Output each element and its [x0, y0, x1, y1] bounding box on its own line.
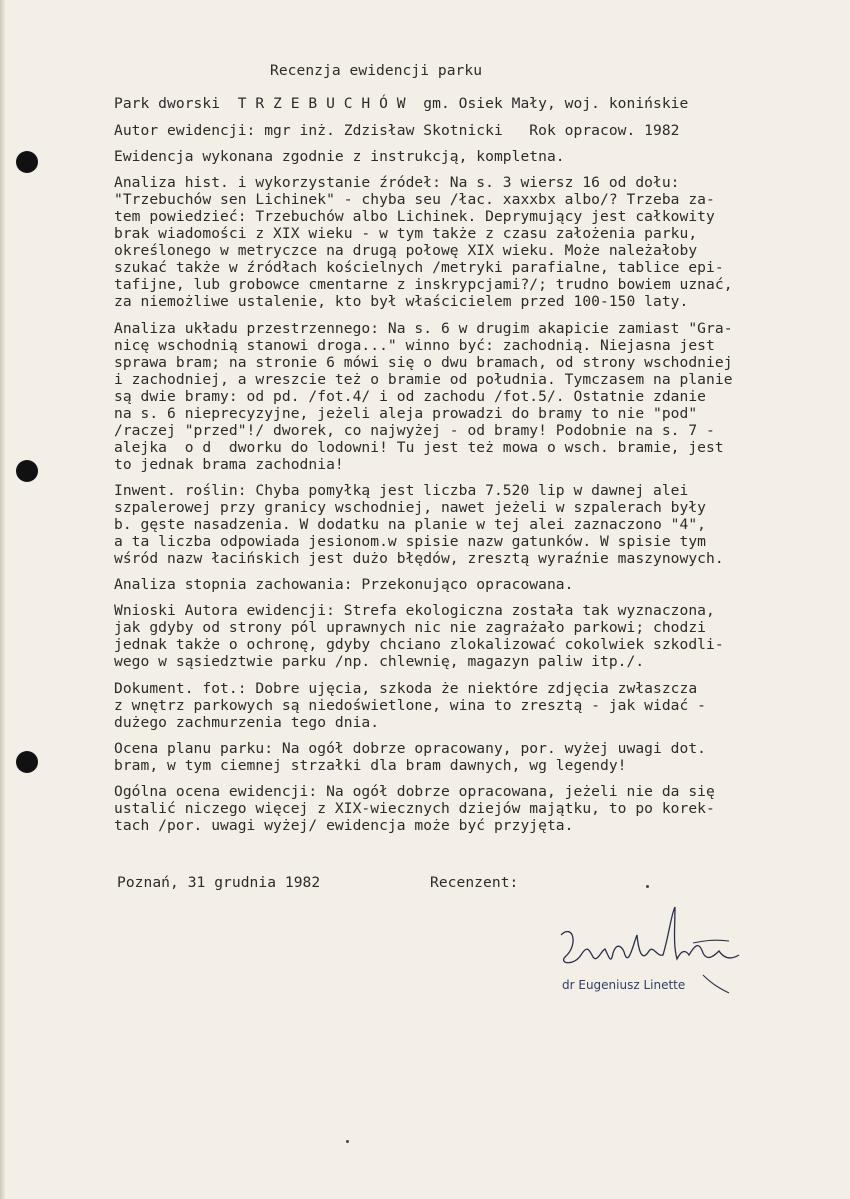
text-line: wego w sąsiedztwie parku /np. chlewnię, magazyn paliw itp./.: [114, 653, 645, 670]
text-line: b. gęste nasadzenia. W dodatku na planie w tej alei zaznaczono "4",: [114, 516, 707, 533]
text-line: Ocena planu parku: Na ogół dobrze opracowany, por. wyżej uwagi dot.: [114, 740, 707, 757]
document-title: Recenzja ewidencji parku: [270, 62, 483, 79]
text-line: alejka o d dworku do lodowni! Tu jest też mowa o wsch. bramie, jest: [114, 439, 724, 456]
binder-hole-bottom: [16, 751, 38, 773]
page-edge-shadow: [0, 0, 6, 1199]
text-line: dużego zachmurzenia tego dnia.: [114, 714, 380, 731]
text-line: Analiza układu przestrzennego: Na s. 6 w drugim akapicie zamiast "Gra-: [114, 320, 733, 337]
text-line: tem powiedzieć: Trzebuchów albo Lichinek. Deprymujący jest całkowity: [114, 208, 715, 225]
text-line: Ewidencja wykonana zgodnie z instrukcją, kompletna.: [114, 148, 565, 165]
text-line: to jednak brama zachodnia!: [114, 456, 344, 473]
text-line: jednak także o ochronę, gdyby chciano zlokalizować cokolwiek szkodli-: [114, 636, 724, 653]
text-line: Analiza hist. i wykorzystanie źródeł: Na s. 3 wiersz 16 od dołu:: [114, 174, 680, 191]
binder-hole-middle: [16, 460, 38, 482]
text-line: za niemożliwe ustalenie, kto był właścicielem przed 100-150 laty.: [114, 293, 689, 310]
reviewer-stamp: dr Eugeniusz Linette: [562, 978, 686, 992]
text-line: określonego w metryczce na drugą połowę XIX wieku. Może należałoby: [114, 242, 698, 259]
text-line: są dwie bramy: od pd. /fot.4/ i od zachodu /fot.5/. Ostatnie zdanie: [114, 388, 707, 405]
text-line: ustalić niczego więcej z XIX-wiecznych dziejów majątku, to po korek-: [114, 800, 715, 817]
text-line: brak wiadomości z XIX wieku - w tym także z czasu założenia parku,: [114, 225, 698, 242]
text-line: szpalerowej przy granicy wschodniej, nawet jeżeli w szpalerach były: [114, 499, 707, 516]
text-line: bram, w tym ciemnej strzałki dla bram dawnych, wg legendy!: [114, 757, 627, 774]
text-line: Autor ewidencji: mgr inż. Zdzisław Skotnicki Rok opracow. 1982: [114, 122, 680, 139]
text-line: "Trzebuchów sen Lichinek" - chyba seu /łac. xaxxbx albo/? Trzeba za-: [114, 191, 715, 208]
reviewer-label: Recenzent:: [430, 874, 519, 891]
ink-dot: [646, 885, 649, 888]
text-line: Dokument. fot.: Dobre ujęcia, szkoda że niektóre zdjęcia zwłaszcza: [114, 680, 698, 697]
text-line: wśród nazw łacińskich jest dużo błędów, zresztą wyraźnie maszynowych.: [114, 550, 724, 567]
text-line: nicę wschodnią stanowi droga..." winno być: zachodnią. Niejasna jest: [114, 337, 715, 354]
text-line: a ta liczba odpowiada jesionom.w spisie nazw gatunków. W spisie tym: [114, 533, 707, 550]
text-line: /raczej "przed"!/ dworek, co najwyżej - od bramy! Podobnie na s. 7 -: [114, 422, 715, 439]
text-line: i zachodniej, a wreszcie też o bramie od południa. Tymczasem na planie: [114, 371, 733, 388]
text-line: Park dworski T R Z E B U C H Ó W gm. Osiek Mały, woj. konińskie: [114, 95, 689, 112]
text-line: Inwent. roślin: Chyba pomyłką jest liczba 7.520 lip w dawnej alei: [114, 482, 689, 499]
text-line: sprawa bram; na stronie 6 mówi się o dwu bramach, od strony wschodniej: [114, 354, 733, 371]
text-line: jak gdyby od strony pól uprawnych nic nie zagrażało parkowi; chodzi: [114, 619, 707, 636]
text-line: szukać także w źródłach kościelnych /metryki parafialne, tablice epi-: [114, 259, 724, 276]
text-line: Wnioski Autora ewidencji: Strefa ekologiczna została tak wyznaczona,: [114, 602, 715, 619]
text-line: tafijne, lub grobowce cmentarne z inskrypcjami?/; trudno bowiem uznać,: [114, 276, 733, 293]
binder-hole-top: [16, 151, 38, 173]
text-line: na s. 6 nieprecyzyjne, jeżeli aleja prowadzi do bramy to nie "pod": [114, 405, 698, 422]
place-date: Poznań, 31 grudnia 1982: [117, 874, 321, 891]
ink-dot: [346, 1140, 349, 1143]
text-line: tach /por. uwagi wyżej/ ewidencja może być przyjęta.: [114, 817, 574, 834]
text-line: Analiza stopnia zachowania: Przekonująco opracowana.: [114, 576, 574, 593]
text-line: z wnętrz parkowych są niedoświetlone, wina to zresztą - jak widać -: [114, 697, 707, 714]
text-line: Ogólna ocena ewidencji: Na ogół dobrze opracowana, jeżeli nie da się: [114, 783, 715, 800]
